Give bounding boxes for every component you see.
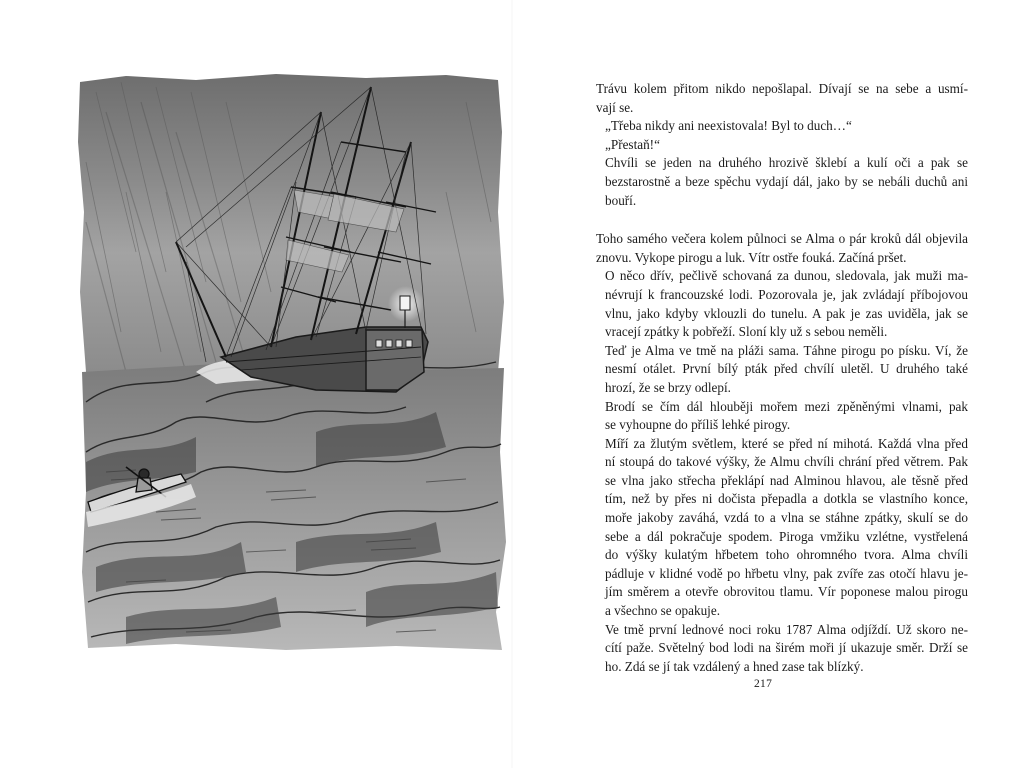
body-text [596,80,968,676]
section-break [596,210,968,230]
paragraph: Toho samého večera kolem půlnoci se Alma o pár kroků dál objevila znovu. Vykope pirogu a luk. Vítr ostře fouká. Začíná pršet. [596,231,968,265]
paragraph: Brodí se čím dál hlouběji mořem mezi zpěněnými vlnami, pak se vyhoupne do příliš lehké pirogy. [605,398,968,433]
paragraph: O něco dřív, pečlivě schovaná za dunou, sledovala, jak muži ma- névrují k francouzské lodi. Pozorovala je, jak zvládají příbojovou vlnu, jako kdyby vklouzli do tunelu. A pak je zas uviděla, jak se vracejí zpátky k pobřeží. Sloní kly už s sebou neměli. [605,268,968,340]
paragraph: Trávu kolem přitom nikdo nepošlapal. Dívají se na sebe a usmí- vají se. [596,81,968,115]
paragraph: Chvíli se jeden na druhého hrozivě šklebí a kulí oči a pak se bezstarostně a beze spěchu vydají dál, jako by se nebáli duchů ani bouří. [605,155,968,208]
paragraph: „Přestaň!“ [605,136,660,152]
paragraph: Ve tmě první lednové noci roku 1787 Alma odjíždí. Už skoro ne- cítí paže. Světelný bod lodi na širém moři jí ukazuje směr. Drží se ho. Zdá se jí tak vzdálený a hned zase tak blízký. [605,621,968,674]
lantern-icon [400,296,410,310]
paragraph: Teď je Alma ve tmě na pláži sama. Táhne pirogu po písku. Ví, že nesmí otálet. První bílý pták před chvílí uletěl. U druhého také hrozí, že se brzy odlepí. [605,342,968,395]
sailing-ship-in-storm-illustration [66,72,546,652]
paragraph: „Třeba nikdy ani neexistovala! Byl to duch…“ [605,118,852,134]
page-number: 217 [754,678,773,690]
paragraph: Míří za žlutým světlem, které se před ní mihotá. Každá vlna před ní stoupá do takové výšky, že Almu chvíli chrání před větrem. Pak se vlna jako střecha překlápí nad Alminou hlavou, ale těsně před tím, než by přes ni dočista přepadla a dotkla se vlastního konce, moře jakoby zaváhá, vzdá to a vlna se stáhne zpátky, skulí se do sebe a dál pokračuje spodem. Piroga vmžiku vzlétne, vystřelená do výšky kulatým hřbetem toho ohromného tvora. Alma chvíli pádluje v klidné vodě po hřbetu vlny, pak zvíře zas otočí hlavu je- jím směrem a otevře obrovitou tlamu. Vír poponese malou pirogu a všechno se opakuje. [605,435,968,619]
